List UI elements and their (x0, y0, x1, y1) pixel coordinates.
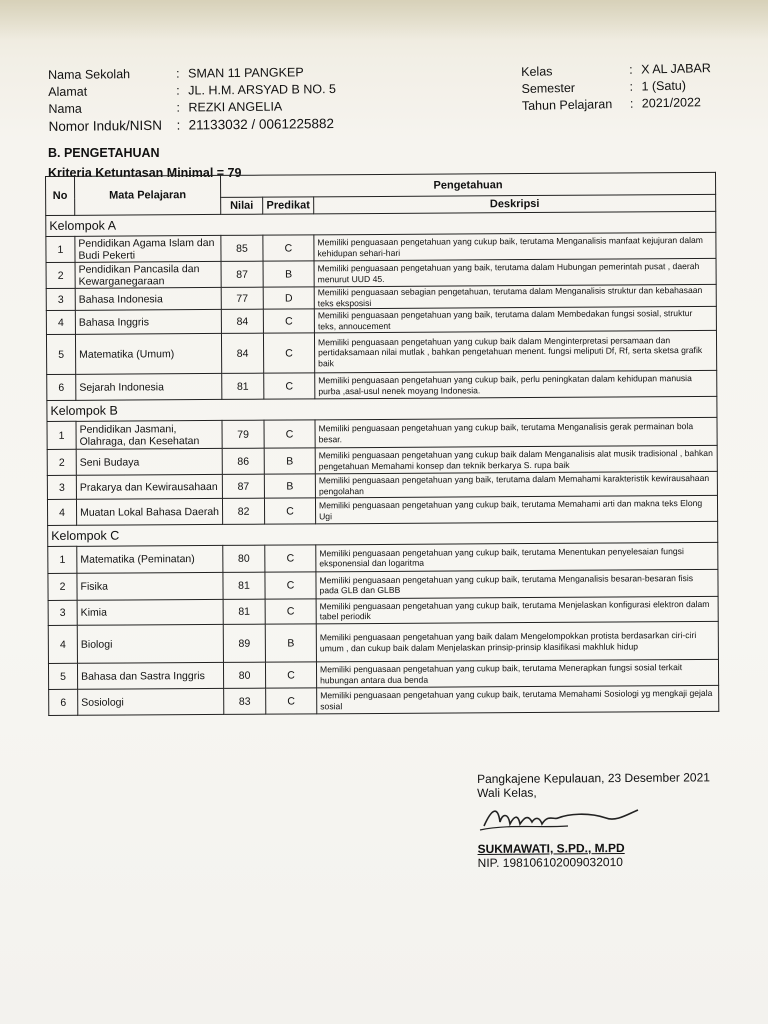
class-label: Kelas (521, 64, 553, 79)
nisn-row (49, 115, 337, 135)
row-number: 1 (46, 236, 75, 262)
predicate-cell: C (263, 309, 314, 333)
description-cell: Memiliki penguasaan pengetahuan yang cukup baik, terutama Menganalisis gerak permainan bola besar. (315, 417, 717, 447)
predicate-cell: B (263, 261, 314, 287)
row-number: 3 (46, 288, 75, 310)
description-cell: Memiliki penguasaan pengetahuan yang baik, terutama dalam Memahami karakteristik kewirausahaan pengolahan (315, 471, 717, 497)
predicate-cell: B (264, 474, 315, 498)
header-description: Deskripsi (314, 194, 716, 213)
score-cell: 77 (221, 287, 263, 309)
subject-cell: Sosiologi (78, 688, 224, 715)
header-subject: Mata Pelajaran (75, 175, 221, 215)
nisn-label: Nomor Induk/NISN (48, 117, 162, 134)
place-date: Pangkajene Kepulauan, 23 Desember 2021 (477, 770, 710, 786)
score-cell: 81 (223, 599, 265, 624)
subject-cell: Sejarah Indonesia (76, 373, 222, 400)
school-label: Nama Sekolah (48, 67, 131, 82)
header-predicate: Predikat (263, 197, 314, 214)
score-cell: 86 (222, 448, 264, 474)
subject-cell: Bahasa dan Sastra Inggris (77, 662, 223, 689)
predicate-cell: B (265, 624, 316, 662)
header-no: No (46, 176, 75, 215)
description-cell: Memiliki penguasaan pengetahuan yang cukup baik, terutama Menganalisis manfaat kejujuran dalam kehidupan sehari-hari (314, 232, 716, 260)
separator: : (176, 100, 180, 115)
semester-label: Semester (521, 80, 576, 96)
table-row (48, 542, 718, 573)
table-body (46, 211, 719, 715)
semester-value: 1 (Satu) (641, 78, 687, 94)
subject-cell: Kimia (77, 599, 223, 625)
header-knowledge: Pengetahuan (220, 172, 715, 197)
table-row (48, 569, 718, 600)
description-cell: Memiliki penguasaan pengetahuan yang cukup baik, terutama Menerapkan fungsi sosial terkait hubungan antara dua benda (316, 659, 718, 687)
table-header (46, 172, 716, 215)
subject-cell: Pendidikan Jasmani, Olahraga, dan Kesehatan (76, 420, 222, 449)
description-cell: Memiliki penguasaan pengetahuan yang baik, terutama dalam Membedakan fungsi sosial, struktur teks, annoucement (314, 306, 716, 332)
subject-cell: Muatan Lokal Bahasa Daerah (76, 498, 222, 525)
table-row (46, 232, 716, 262)
table-row (46, 330, 716, 374)
year-row (522, 94, 712, 115)
description-cell: Memiliki penguasaan pengetahuan yang cukup baik, perlu peningkatan dalam kehidupan manusia purba ,asal-usul nenek moyang Indonesia. (315, 370, 717, 398)
table-row (48, 659, 718, 689)
score-cell: 89 (223, 624, 265, 662)
subject-cell: Prakarya dan Kewirausahaan (76, 474, 222, 499)
kkm-text: Kriteria Ketuntasan Minimal = 79 (48, 166, 242, 180)
table-row (48, 621, 718, 663)
row-number: 6 (49, 689, 78, 715)
subject-cell: Matematika (Peminatan) (77, 545, 223, 573)
subject-cell: Bahasa Inggris (75, 309, 221, 334)
teacher-name: SUKMAWATI, S.PD., M.PD (477, 840, 625, 856)
table-row (47, 445, 717, 475)
description-cell: Memiliki penguasaan pengetahuan yang cukup baik, terutama Memahami arti dan makna teks Elong Ugi (315, 495, 717, 523)
teacher-nip: NIP. 198106102009032010 (477, 854, 623, 870)
header-score: Nilai (221, 197, 263, 214)
predicate-cell: C (264, 373, 315, 399)
section-title: B. PENGETAHUAN (48, 146, 160, 160)
description-cell: Memiliki penguasaan pengetahuan yang cukup baik, terutama Menentukan penyelesaian fungsi eksponensial dan logaritma (316, 542, 718, 571)
row-number: 4 (48, 625, 77, 663)
description-cell: Memiliki penguasaan pengetahuan yang cukup baik, terutama Menganalisis besaran-besaran fisis pada GLB dan GLBB (316, 569, 718, 598)
subject-cell: Bahasa Indonesia (75, 287, 221, 310)
subject-cell: Fisika (77, 572, 223, 600)
row-number: 6 (47, 374, 76, 400)
score-cell: 87 (221, 261, 263, 287)
score-cell: 79 (222, 420, 264, 448)
predicate-cell: C (265, 662, 316, 688)
address-label: Alamat (48, 84, 88, 99)
predicate-cell: C (264, 498, 315, 524)
separator: : (629, 79, 634, 94)
address-value: JL. H.M. ARSYAD B NO. 5 (188, 81, 337, 98)
wali-kelas-label: Wali Kelas, (477, 785, 537, 800)
group-title: Kelompok B (47, 396, 717, 421)
separator: : (176, 66, 180, 81)
subject-cell: Seni Budaya (76, 448, 222, 475)
predicate-cell: C (265, 572, 316, 599)
description-cell: Memiliki penguasaan sebagian pengetahuan, terutama dalam Menganalisis struktur dan kebahasaan teks eksposisi (314, 284, 716, 308)
table-row (47, 417, 717, 449)
predicate-cell: D (263, 287, 314, 309)
score-cell: 80 (223, 545, 265, 572)
table-row (47, 370, 717, 400)
row-number: 5 (46, 334, 75, 374)
score-cell: 84 (221, 333, 263, 373)
row-number: 4 (47, 499, 76, 525)
row-number: 3 (47, 475, 76, 499)
student-info-left (48, 64, 336, 135)
score-cell: 81 (223, 572, 265, 599)
row-number: 3 (48, 600, 77, 625)
row-number: 1 (47, 421, 76, 449)
description-cell: Memiliki penguasaan pengetahuan yang cukup baik, terutama Memahami Sosiologi yg mengkaji gejala sosial (317, 685, 719, 713)
signature-block (477, 770, 711, 870)
school-value: SMAN 11 PANGKEP (188, 65, 304, 81)
name-value: REZKI ANGELIA (188, 99, 283, 115)
year-label: Tahun Pelajaran (521, 97, 613, 113)
class-value: X AL JABAR (640, 61, 711, 77)
separator: : (176, 83, 180, 98)
subject-cell: Pendidikan Pancasila dan Kewarganegaraan (75, 261, 221, 288)
predicate-cell: C (265, 599, 316, 624)
name-label: Nama (48, 101, 82, 116)
row-number: 2 (46, 262, 75, 288)
table-row (46, 258, 716, 288)
predicate-cell: C (264, 420, 315, 448)
table-row (49, 685, 719, 715)
address-row (48, 81, 336, 101)
grades-table (45, 172, 719, 716)
predicate-cell: C (263, 235, 314, 261)
score-cell: 81 (222, 373, 264, 399)
separator: : (629, 96, 634, 111)
row-number: 5 (48, 663, 77, 689)
separator: : (176, 117, 181, 133)
description-cell: Memiliki penguasaan pengetahuan yang cukup baik dalam Menginterpretasi persamaan dan pertidaksamaan nilai mutlak , bahkan pengetahuan menent. fungsi meliputi Df, Rf, serta sketsa grafik baik (314, 330, 716, 372)
row-number: 2 (48, 573, 77, 600)
row-number: 4 (46, 310, 75, 334)
predicate-cell: C (263, 333, 314, 373)
group-title: Kelompok A (46, 211, 716, 236)
predicate-cell: C (265, 545, 316, 572)
predicate-cell: B (264, 448, 315, 474)
predicate-cell: C (266, 688, 317, 714)
score-cell: 87 (222, 474, 264, 498)
row-number: 2 (47, 449, 76, 475)
score-cell: 85 (221, 235, 263, 261)
score-cell: 83 (224, 688, 266, 714)
description-cell: Memiliki penguasaan pengetahuan yang cukup baik dalam Menganalisis alat musik tradisional , bahkan pengetahuan Memahami konsep dan teknik berkarya S. rupa baik (315, 445, 717, 473)
subject-cell: Matematika (Umum) (75, 333, 221, 374)
nisn-value: 21133032 / 0061225882 (188, 116, 335, 133)
description-cell: Memiliki penguasaan pengetahuan yang baik dalam Mengelompokkan protista berdasarkan ciri-ciri umum , dan cukup baik dalam Menjelaskan prinsip-prinsip klasifikasi makhluk hidup (316, 621, 718, 661)
year-value: 2021/2022 (641, 95, 702, 111)
row-number: 1 (48, 546, 77, 573)
table-row (47, 495, 717, 525)
score-cell: 80 (223, 662, 265, 688)
score-cell: 84 (221, 309, 263, 333)
subject-cell: Biologi (77, 624, 223, 663)
description-cell: Memiliki penguasaan pengetahuan yang cukup baik, terutama Menjelaskan konfigurasi elektron dalam tabel periodik (316, 596, 718, 623)
separator: : (628, 62, 633, 77)
paper-shadow (0, 0, 768, 40)
subject-cell: Pendidikan Agama Islam dan Budi Pekerti (75, 235, 221, 262)
score-cell: 82 (222, 498, 264, 524)
group-title: Kelompok C (48, 521, 718, 546)
description-cell: Memiliki penguasaan pengetahuan yang baik, terutama dalam Hubungan pemerintah pusat , daerah menurut UUD 45. (314, 258, 716, 286)
student-info-right (521, 60, 712, 115)
